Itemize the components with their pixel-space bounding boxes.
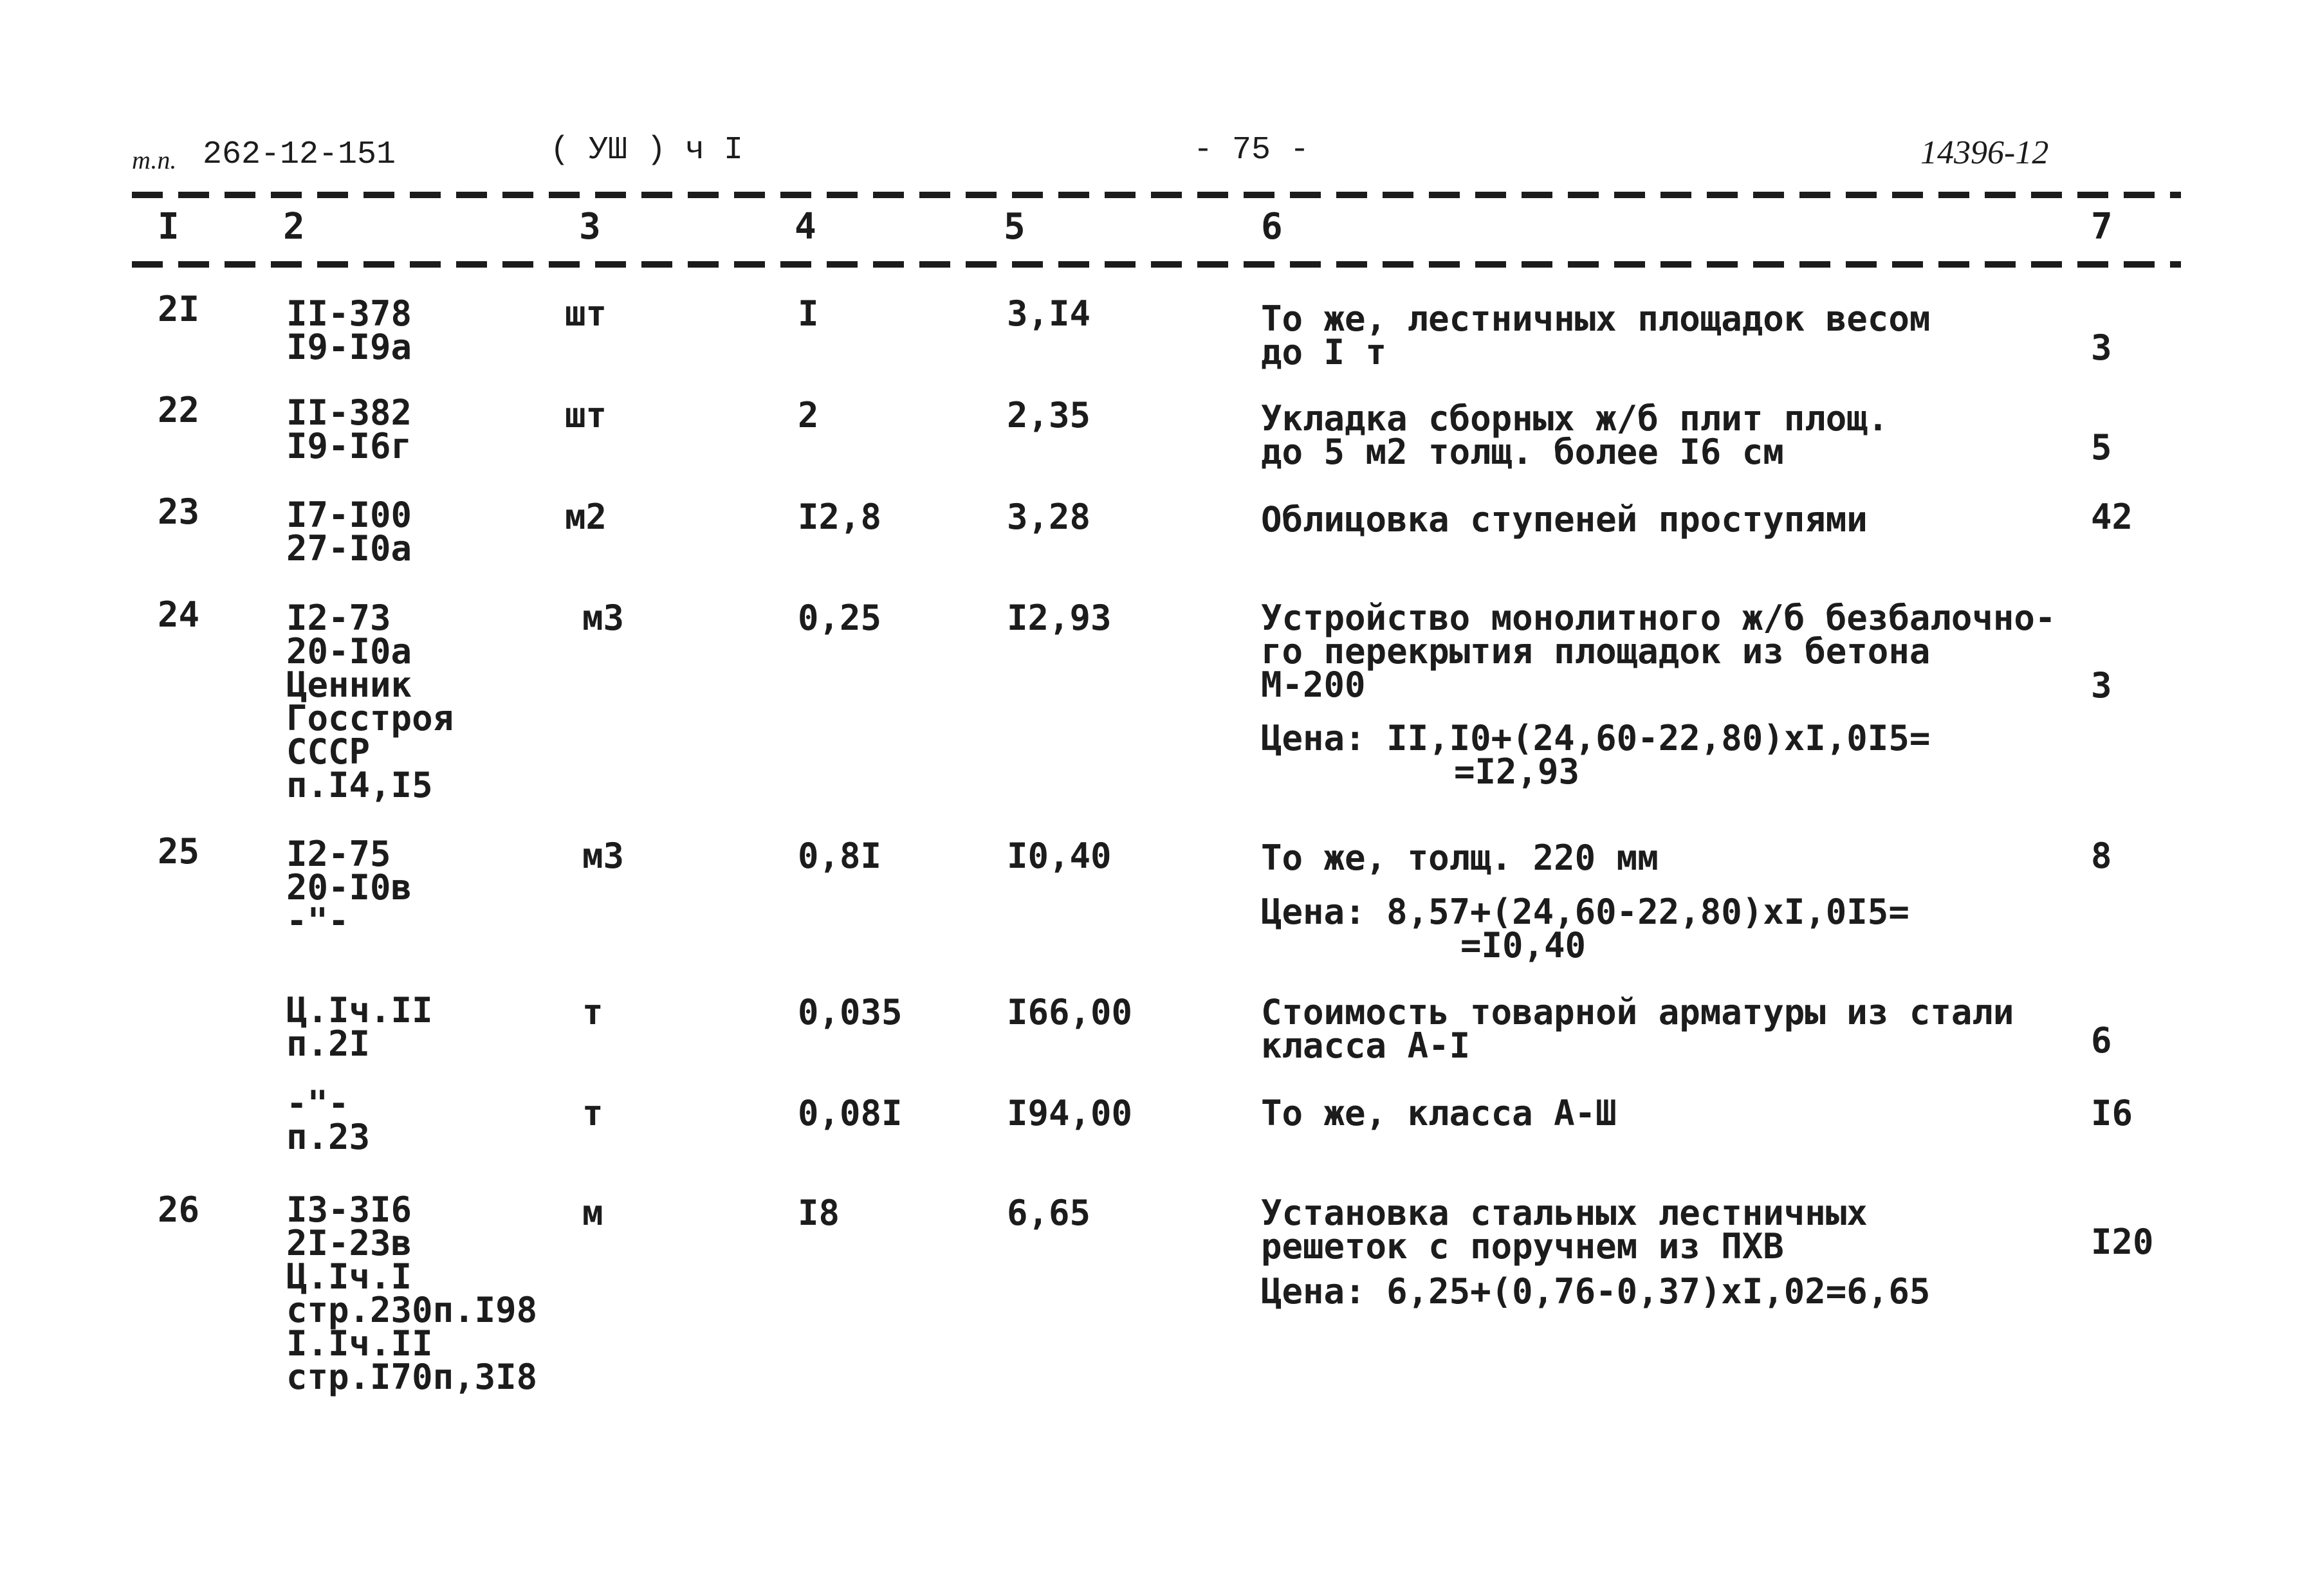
description-line: до I т [1261, 332, 1387, 372]
unit: м3 [582, 598, 625, 638]
unit-price: 3,28 [1007, 497, 1091, 537]
unit: шт [565, 395, 607, 436]
description-line: М-200 [1261, 665, 1366, 705]
price-formula [1261, 892, 1909, 966]
doc-code: 262-12-151 [203, 136, 396, 173]
work-description [1261, 298, 1931, 372]
rate-code-line: 27-I0a [286, 528, 412, 569]
unit-price: I0,40 [1007, 836, 1112, 876]
unit-price: 6,65 [1007, 1193, 1091, 1233]
unit: т [582, 992, 603, 1032]
work-description [1261, 1093, 1617, 1133]
rate-code-line: п.23 [286, 1117, 371, 1157]
col-number-7: 7 [2091, 206, 2113, 248]
total-cost: 6 [2091, 1020, 2112, 1061]
rate-code-line: I2-73 [286, 598, 391, 638]
description-line: Облицовка ступеней проступями [1261, 499, 1868, 540]
quantity: 0,25 [798, 598, 882, 638]
quantity: 2 [798, 395, 819, 436]
total-cost: 42 [2091, 497, 2133, 537]
rate-code-line: п.I4,I5 [286, 765, 433, 805]
unit-price: I94,00 [1007, 1093, 1133, 1133]
rate-code-line: Ц.Iч.II [286, 990, 433, 1031]
rate-code [286, 598, 454, 805]
rate-code [286, 1083, 371, 1157]
work-description [1261, 1193, 1868, 1267]
rate-code-line: -"- [286, 901, 349, 941]
rate-code-line: I3-3I6 [286, 1189, 412, 1230]
description-line: до 5 м2 толщ. более I6 см [1261, 432, 1784, 472]
total-cost: 8 [2091, 836, 2112, 876]
formula-line: Цена: 6,25+(0,76-0,37)xI,02=6,65 [1261, 1271, 1931, 1312]
total-cost: I20 [2091, 1222, 2154, 1262]
total-cost: 3 [2091, 665, 2112, 706]
registry-number: 14396-12 [1920, 134, 2049, 171]
rate-code-line: Ценник [286, 665, 412, 705]
rate-code-line: п.2I [286, 1023, 371, 1064]
quantity: 0,08I [798, 1093, 903, 1133]
rate-code-line: -"- [286, 1083, 349, 1124]
row-number: 23 [158, 491, 200, 532]
unit-price: I2,93 [1007, 598, 1112, 638]
page-number: - 75 - [1193, 132, 1310, 169]
rate-code-line: I7-I00 [286, 495, 412, 535]
rate-code-line: 20-I0a [286, 631, 412, 672]
description-line: Укладка сборных ж/б плит площ. [1261, 398, 1889, 439]
price-formula [1261, 718, 1931, 792]
unit: м [582, 1193, 603, 1233]
description-line: Устройство монолитного ж/б безбалочно- [1261, 598, 2056, 638]
col-number-4: 4 [795, 206, 816, 248]
row-number: 24 [158, 594, 200, 635]
rate-code-line: I9-I9a [286, 327, 412, 367]
rate-code [286, 990, 433, 1064]
rate-code-line: I.Iч.II [286, 1323, 433, 1364]
rate-code [286, 1189, 538, 1397]
rate-code-line: 2I-23в [286, 1223, 412, 1263]
quantity: 0,8I [798, 836, 882, 876]
description-line: Установка стальных лестничных [1261, 1193, 1868, 1233]
rate-code-line: СССР [286, 731, 371, 772]
total-cost: I6 [2091, 1093, 2133, 1133]
description-line: То же, толщ. 220 мм [1261, 838, 1659, 878]
rate-code [286, 293, 412, 367]
description-line: класса А-I [1261, 1025, 1471, 1066]
formula-line: =I2,93 [1454, 751, 1580, 792]
row-number: 25 [158, 831, 200, 872]
rate-code-line: I9-I6г [286, 426, 412, 466]
total-cost: 5 [2091, 427, 2112, 468]
unit: т [582, 1093, 603, 1133]
rate-code-line: II-382 [286, 392, 412, 433]
rate-code [286, 392, 412, 466]
formula-line: =I0,40 [1460, 925, 1587, 966]
rate-code-line: стр.I70п,3I8 [286, 1357, 538, 1397]
work-description [1261, 598, 2056, 705]
description-line: Стоимость товарной арматуры из стали [1261, 992, 2014, 1032]
formula-line: Цена: 8,57+(24,60-22,80)xI,0I5= [1261, 892, 1909, 932]
total-cost: 3 [2091, 327, 2112, 368]
unit: м2 [565, 497, 607, 537]
rate-code-line: I2-75 [286, 834, 391, 874]
quantity: I [798, 293, 819, 334]
description-line: решеток с поручнем из ПХВ [1261, 1226, 1784, 1267]
quantity: I2,8 [798, 497, 882, 537]
work-description [1261, 398, 1889, 472]
unit: м3 [582, 836, 625, 876]
row-number: 22 [158, 390, 200, 430]
rate-code-line: Ц.Iч.I [286, 1256, 412, 1297]
formula-line: Цена: II,I0+(24,60-22,80)xI,0I5= [1261, 718, 1931, 758]
description-line: То же, класса А-Ш [1261, 1093, 1617, 1133]
quantity: 0,035 [798, 992, 903, 1032]
rate-code-line: II-378 [286, 293, 412, 334]
rate-code-line: Госстроя [286, 698, 454, 738]
header-divider-top [132, 192, 2181, 198]
work-description [1261, 992, 2014, 1066]
rate-code [286, 495, 412, 569]
col-number-6: 6 [1261, 206, 1283, 248]
unit-price: I66,00 [1007, 992, 1133, 1032]
work-description [1261, 838, 1659, 878]
price-formula [1261, 1271, 1931, 1312]
row-number: 26 [158, 1189, 200, 1230]
doc-prefix: т.п. [132, 145, 177, 174]
col-number-5: 5 [1004, 206, 1026, 248]
work-description [1261, 499, 1868, 540]
col-number-1: I [158, 206, 179, 248]
description-line: го перекрытия площадок из бетона [1261, 631, 1931, 672]
col-number-2: 2 [283, 206, 305, 248]
quantity: I8 [798, 1193, 840, 1233]
rate-code [286, 834, 412, 941]
unit-price: 3,I4 [1007, 293, 1091, 334]
doc-part: ( УШ ) ч I [550, 132, 744, 169]
description-line: То же, лестничных площадок весом [1261, 298, 1931, 339]
unit-price: 2,35 [1007, 395, 1091, 436]
rate-code-line: 20-I0в [286, 867, 412, 908]
col-number-3: 3 [579, 206, 601, 248]
rate-code-line: стр.230п.I98 [286, 1290, 538, 1330]
unit: шт [565, 293, 607, 334]
header-divider-bottom [132, 261, 2181, 268]
row-number: 2I [158, 289, 200, 329]
